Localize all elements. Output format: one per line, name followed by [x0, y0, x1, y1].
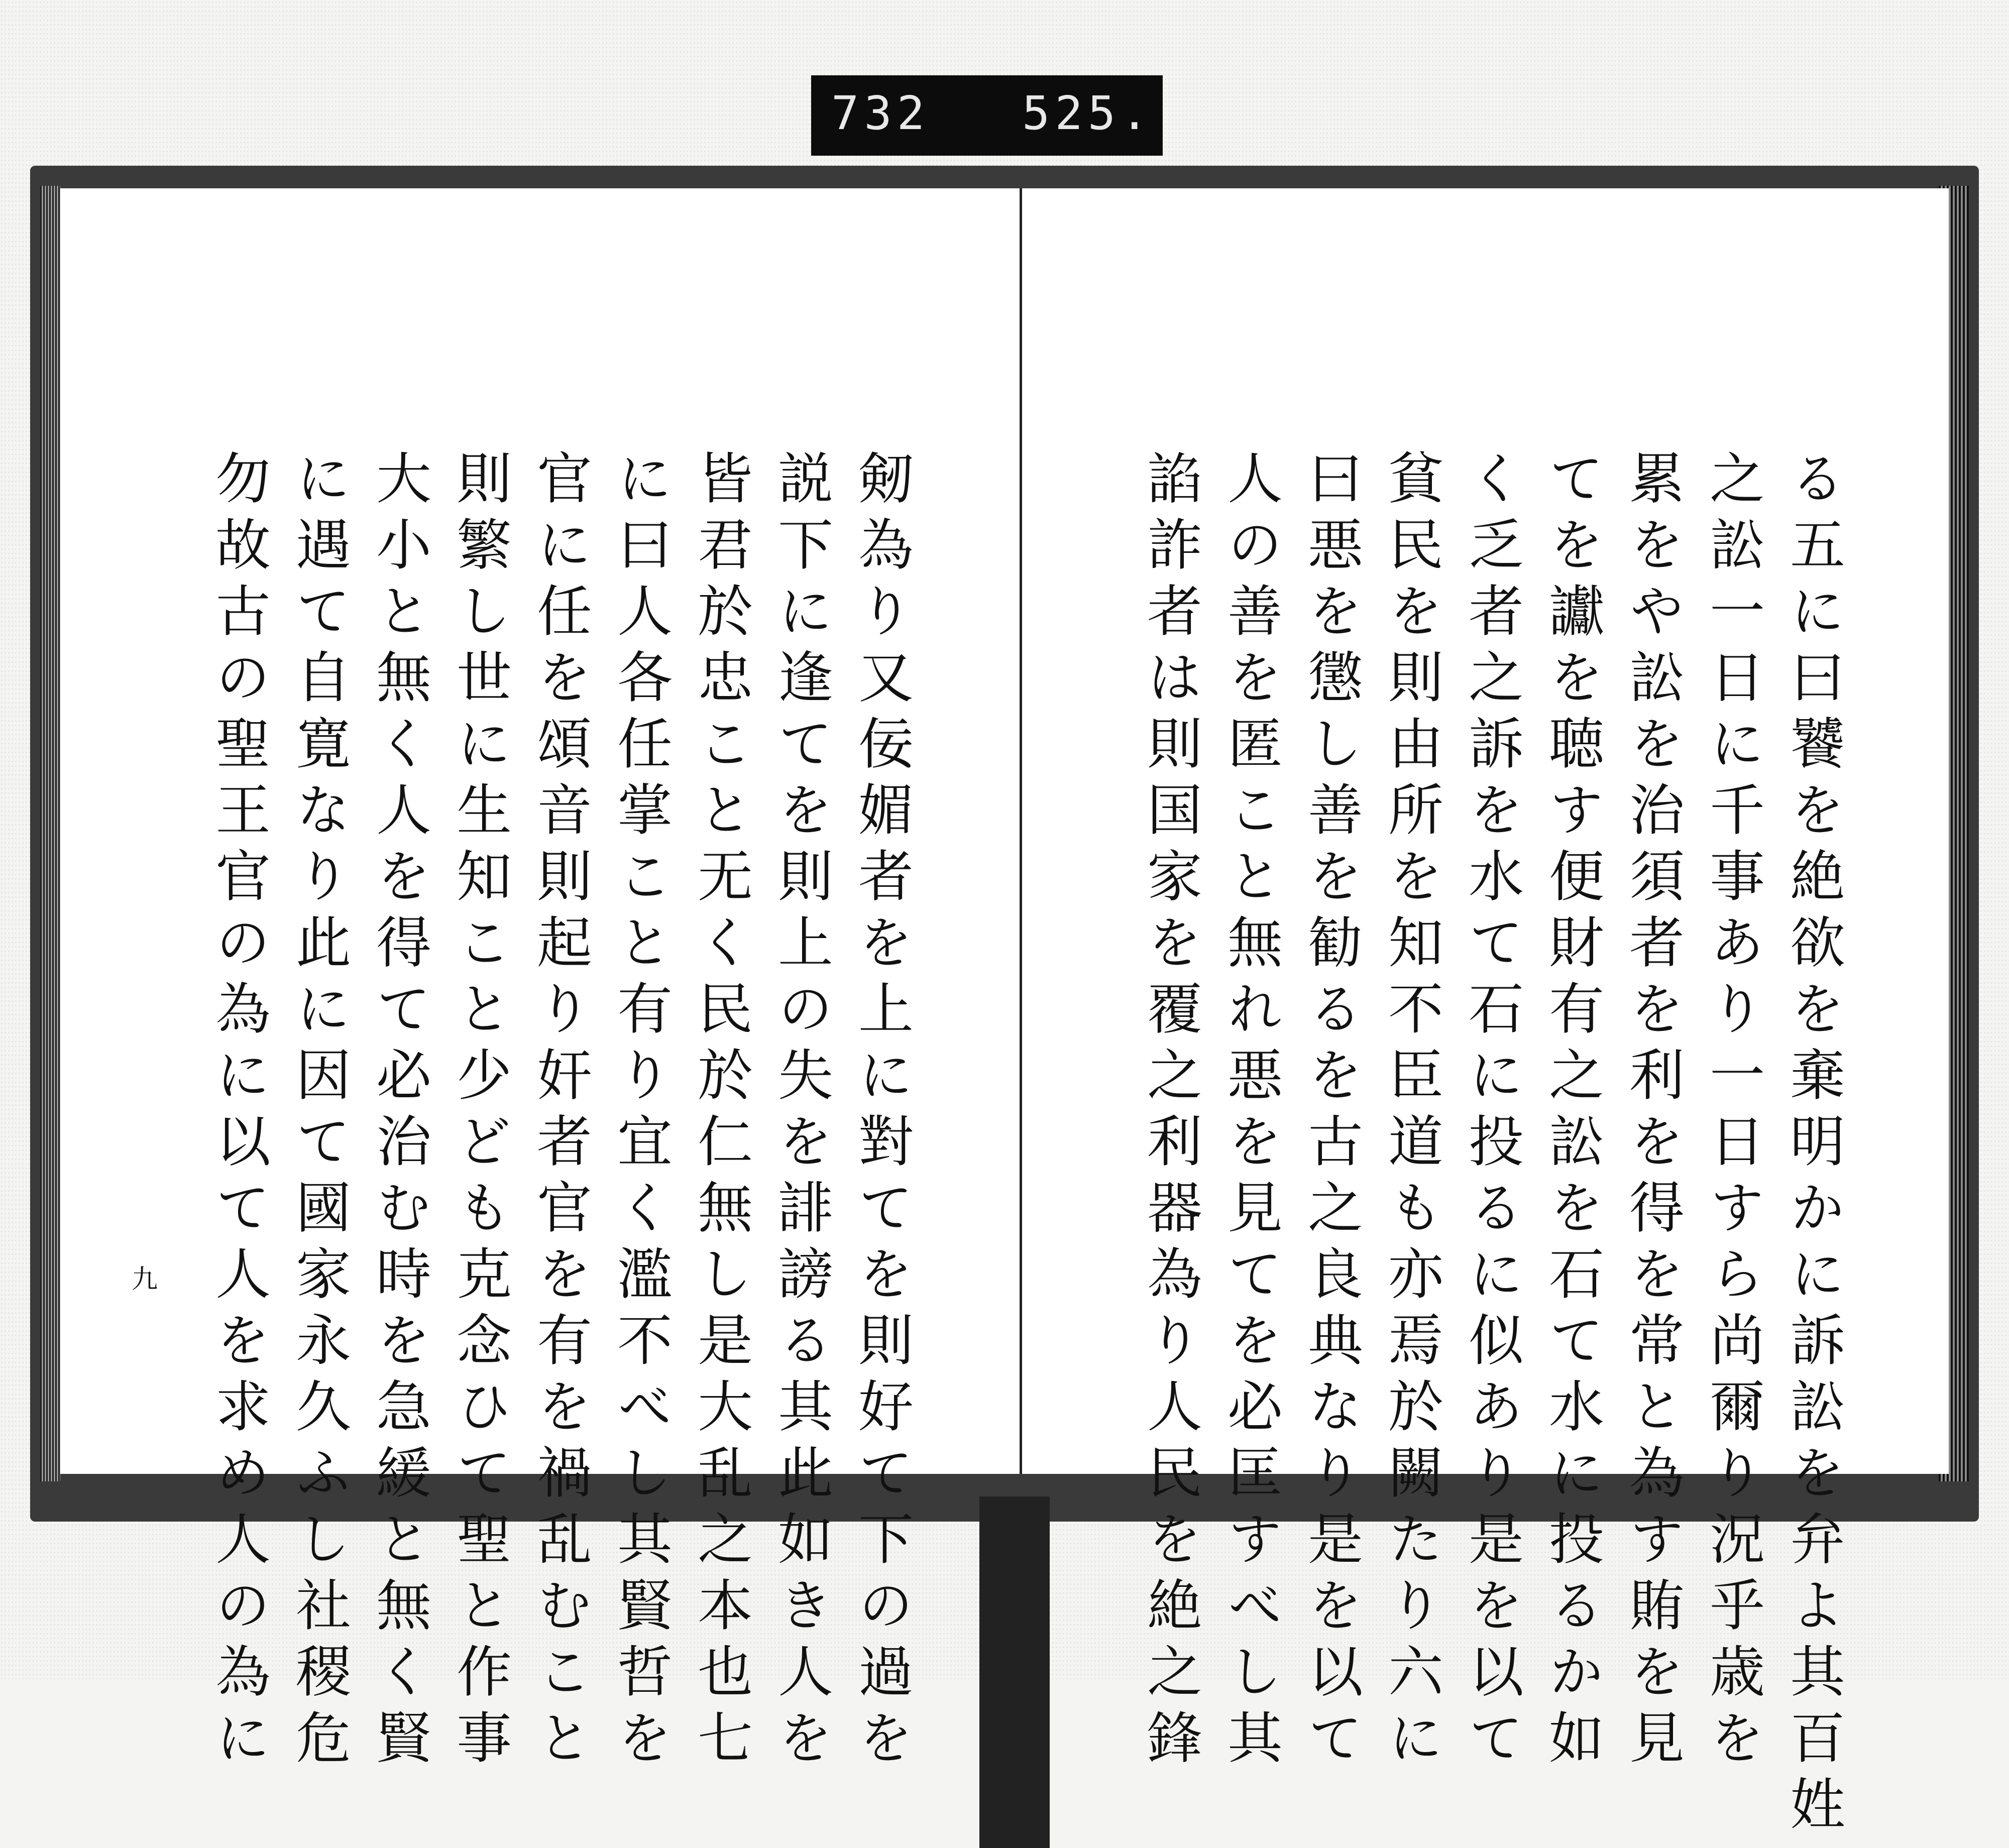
archive-number-left: 732 — [831, 86, 930, 140]
left-text-column-5: 官に任を頌音則起り奸者官を有を禍乱むこと — [528, 449, 592, 1775]
left-text-column-9: 勿故古の聖王官の為に以て人を求め人の為に — [206, 449, 271, 1775]
left-text-column-8: に遇て自寛なり此に因て國家永久ふし社稷危 — [287, 449, 351, 1775]
right-text-column-1: る五に曰饕を絶欲を棄明かに訴訟を弁よ其百姓 — [1781, 449, 1845, 1841]
left-text-column-2: 説下に逢てを則上の失を誹謗る其此如き人を — [769, 449, 833, 1775]
right-text-column-7: 曰悪を懲し善を勧るを古之良典なり是を以て — [1299, 449, 1363, 1775]
left-text-column-3: 皆君於忠こと无く民於仁無し是大乱之本也七 — [689, 449, 753, 1775]
left-page — [60, 188, 1022, 1775]
right-text-column-4: てを讞を聴す便財有之訟を石て水に投るか如 — [1540, 449, 1604, 1775]
open-book — [30, 166, 1979, 1841]
archive-number-label — [811, 75, 1163, 156]
left-text-column-6: 則繁し世に生知こと少ども克念ひて聖と作事 — [448, 449, 512, 1775]
right-text-column-3: 累をや訟を治須者を利を得を常と為す賄を見 — [1620, 449, 1685, 1775]
left-page-edges — [40, 186, 60, 1481]
right-text-column-2: 之訟一日に千事あり一日すら尚爾り況乎歳を — [1701, 449, 1765, 1775]
page-folio-number: 九 — [132, 1264, 158, 1295]
right-text-column-6: 貧民を則由所を知不臣道も亦焉於闕たり六に — [1379, 449, 1443, 1775]
left-text-column-4: に曰人各任掌こと有り宜く濫不べし其賢哲を — [608, 449, 673, 1775]
right-text-column-9: 諂詐者は則国家を覆之利器為り人民を絶之鋒 — [1138, 449, 1202, 1775]
left-text-column-1: 剱為り又佞媚者を上に對てを則好て下の過を — [849, 449, 914, 1775]
archive-number-right: 525. — [1022, 86, 1154, 140]
right-page — [1022, 188, 1949, 1841]
right-text-column-5: く乏者之訴を水て石に投るに似あり是を以て — [1460, 449, 1524, 1775]
left-text-column-7: 大小と無く人を得て必治む時を急緩と無く賢 — [367, 449, 431, 1775]
gutter-shadow — [979, 1496, 1050, 1848]
right-text-column-8: 人の善を匿こと無れ悪を見てを必匡すべし其 — [1218, 449, 1283, 1775]
